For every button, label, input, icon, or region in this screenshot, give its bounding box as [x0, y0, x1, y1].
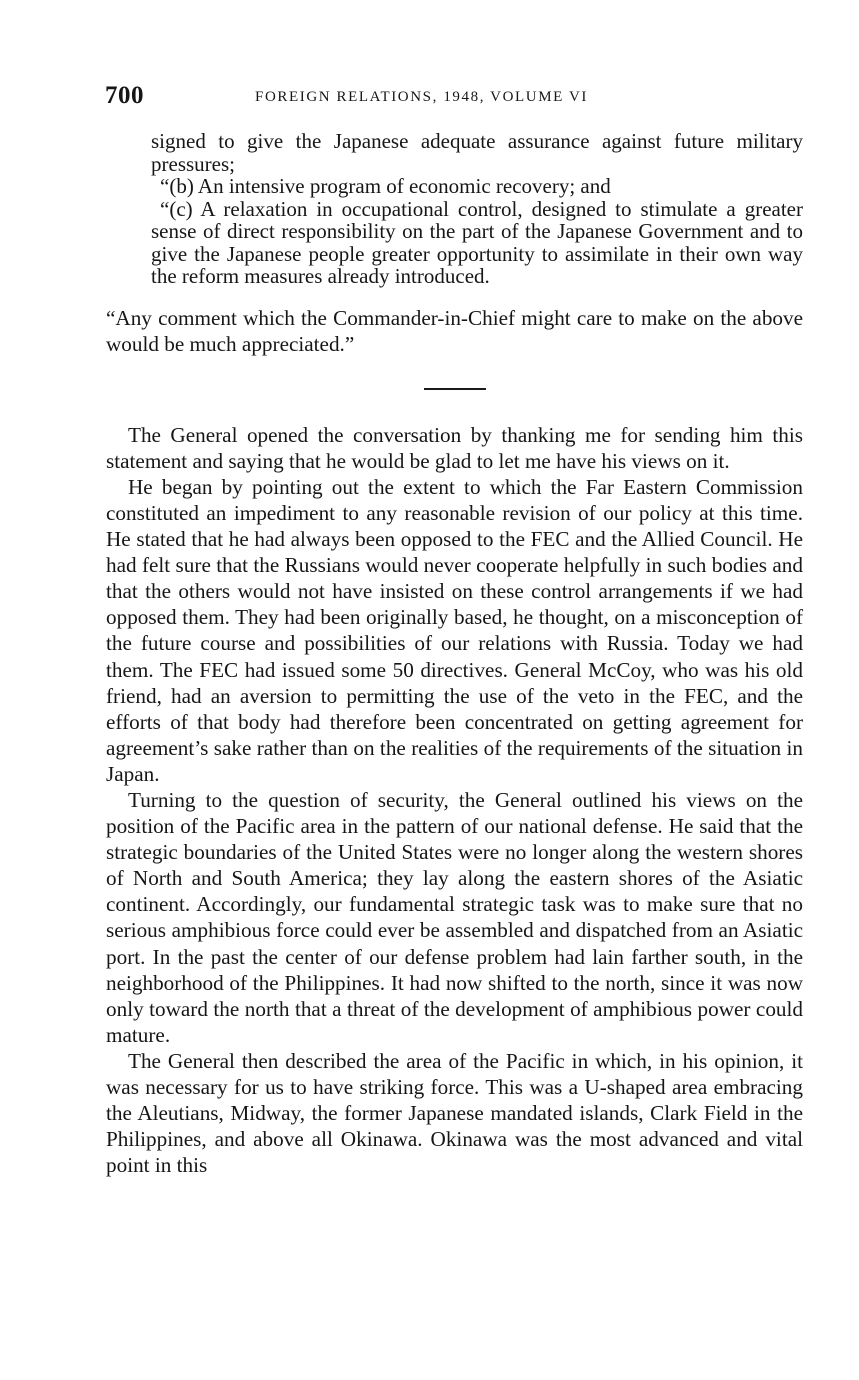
paragraph: Turning to the question of security, the General outlined his views on the position of the Pacific area in the pattern of our national defense. He said that the strategic boundaries of the United States were no longer along the western shores of North and South America; they lay along the eastern shores of the Asiatic continent. Accordingly, our fundamental strategic task was to make sure that no serious amphibious force could ever be assembled and dispatched from an Asiatic port. In the past the center of our defense problem had lain farther south, in the neighborhood of the Philippines. It had now shifted to the north, since it was now only toward the north that a threat of the development of amphibious power could mature. [106, 788, 803, 1047]
quote-closing-line: “Any comment which the Commander-in-Chief might care to make on the above would be much appreciated.” [106, 305, 803, 356]
page-number: 700 [105, 82, 144, 109]
paragraph: The General opened the conversation by thanking me for sending him this statement and saying that he would be glad to let me have his views on it. [106, 422, 803, 473]
running-title: FOREIGN RELATIONS, 1948, VOLUME VI [255, 89, 589, 105]
body-text [106, 130, 803, 1178]
quote-item-c: “(c) A relaxation in occupational control, designed to stimulate a greater sense of direct responsibility on the part of the Japanese Government and to give the Japanese people greater opportunity to assimilate in their own way the reform measures already introduced. [151, 196, 803, 288]
paragraph: He began by pointing out the extent to which the Far Eastern Commission constituted an impediment to any reasonable revision of our policy at this time. He stated that he had always been opposed to the FEC and the Allied Council. He had felt sure that the Russians would never cooperate helpfully in such bodies and that the others would not have insisted on these control arrangements if we had opposed them. They had been originally based, he thought, on a misconception of the future course and possibilities of our relations with Russia. Today we had them. The FEC had issued some 50 directives. General McCoy, who was his old friend, had an aversion to permitting the use of the veto in the FEC, and the efforts of that body had therefore been concentrated on getting agreement for agreement’s sake rather than on the realities of the requirements of the situation in Japan. [106, 474, 803, 786]
quoted-statement [151, 130, 803, 288]
paragraph: The General then described the area of the Pacific in which, in his opinion, it was necessary for us to have striking force. This was a U-shaped area embracing the Aleutians, Midway, the former Japanese mandated islands, Clark Field in the Philippines, and above all Okinawa. Okinawa was the most advanced and vital point in this [106, 1048, 803, 1178]
section-divider [424, 388, 486, 390]
quote-item-a-continuation: signed to give the Japanese adequate assurance against future military pressures; [151, 129, 803, 176]
page-header [105, 82, 805, 116]
quote-item-b: “(b) An intensive program of economic recovery; and [160, 174, 611, 198]
